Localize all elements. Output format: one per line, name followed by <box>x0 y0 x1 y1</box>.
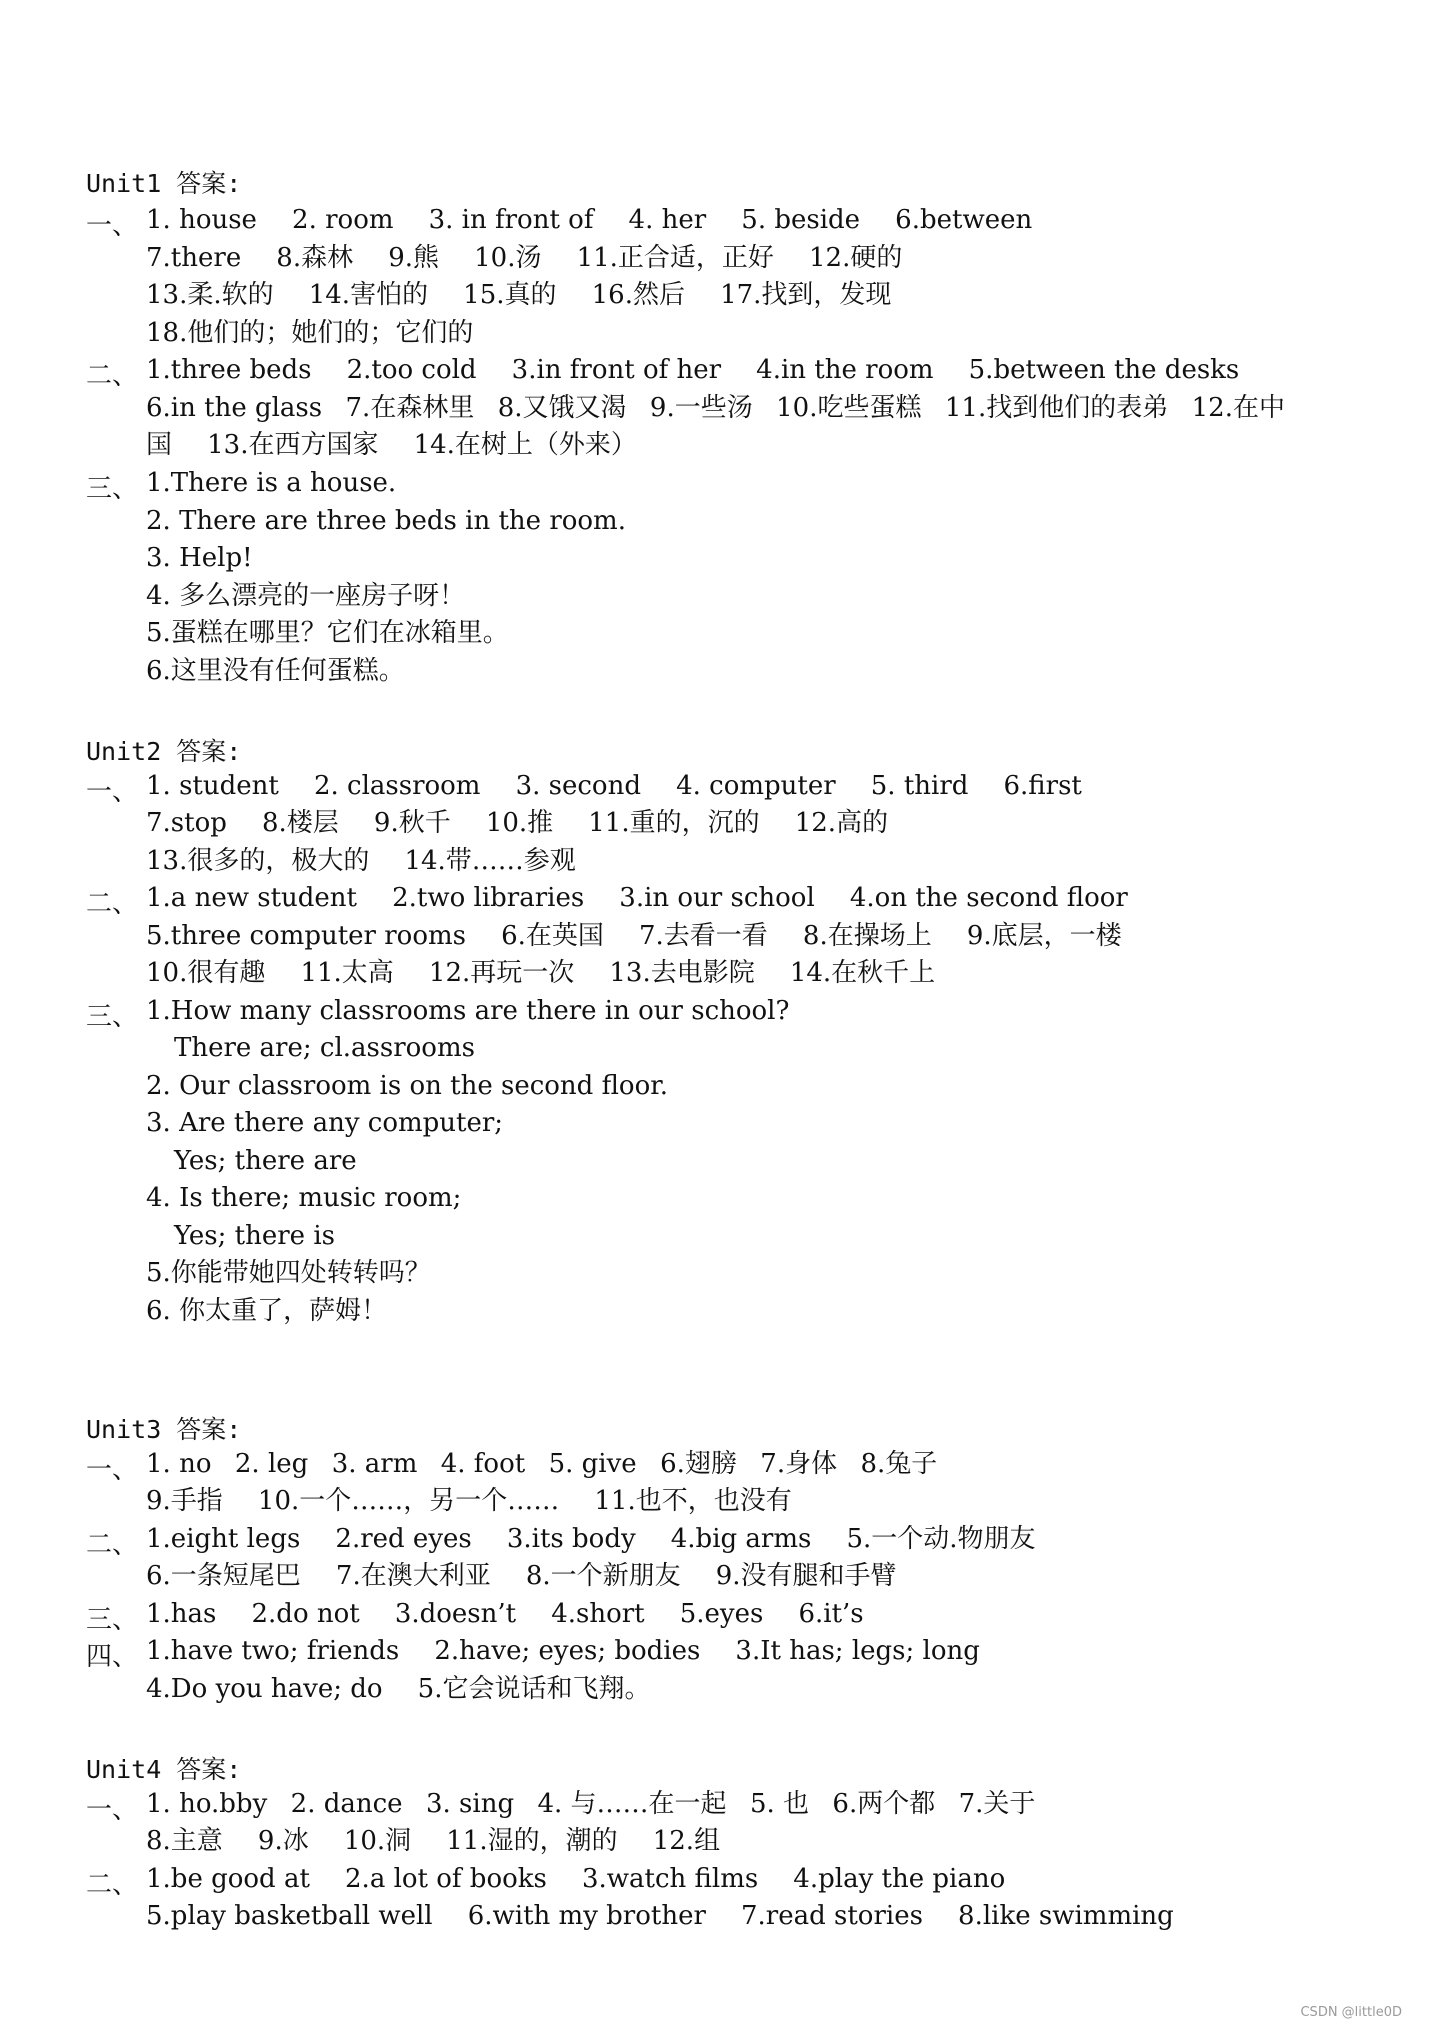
answer-item: 3. second <box>515 771 641 801</box>
answer-item: 6.翅膀 <box>660 1449 737 1479</box>
answer-item: 1. student <box>146 771 279 801</box>
unit4-title: Unit4 答案: <box>86 1755 242 1784</box>
unit2-section3-line6: 4. Is there; music room; <box>146 1183 462 1213</box>
answer-item: 8.森林 <box>276 243 354 273</box>
unit1-section3-line4: 4. 多么漂亮的一座房子呀！ <box>146 581 466 611</box>
answer-item: 2. dance <box>290 1789 403 1819</box>
unit1-section3-line5: 5.蛋糕在哪里？它们在冰箱里。 <box>146 618 509 648</box>
answer-item: 3.in front of her <box>511 355 722 385</box>
answer-item: 2.do not <box>251 1599 360 1629</box>
answer-item: 4.short <box>551 1599 645 1629</box>
answer-item: 3. in front of <box>428 205 594 235</box>
answer-item: 5.play basketball well <box>146 1901 433 1931</box>
unit3-section1-line1 <box>146 1449 961 1479</box>
unit2-section2-line2 <box>146 921 1122 951</box>
unit1-section1-marker: 一、 <box>86 211 139 241</box>
answer-item: 2.too cold <box>346 355 477 385</box>
unit3-section4-line1 <box>146 1636 980 1666</box>
answer-item: 国 <box>146 430 173 460</box>
answer-item: 7.there <box>146 243 242 273</box>
answer-item: 11.找到他们的表弟 <box>944 393 1169 423</box>
answer-item: 14.在秋千上 <box>789 958 936 988</box>
answer-item: 9.底层，一楼 <box>966 921 1122 951</box>
answer-item: 5.three computer rooms <box>146 921 466 951</box>
unit3-title: Unit3 答案: <box>86 1415 242 1444</box>
unit1-section1-line4 <box>146 318 473 348</box>
answer-item: 2.red eyes <box>335 1524 472 1554</box>
unit1-section2-line1 <box>146 355 1239 385</box>
unit1-section1-line3 <box>146 280 891 310</box>
answer-item: 7.身体 <box>760 1449 838 1479</box>
answer-item: 6.一条短尾巴 <box>146 1561 301 1591</box>
answer-item: 11.湿的，潮的 <box>446 1826 618 1856</box>
answer-item: 8.在操场上 <box>802 921 932 951</box>
answer-item: 3. sing <box>425 1789 515 1819</box>
answer-item: 7.在澳大利亚 <box>335 1561 491 1591</box>
answer-item: 8.一个新朋友 <box>525 1561 681 1591</box>
answer-item: 11.正合适，正好 <box>576 243 774 273</box>
answer-item: 1. ho.bby <box>146 1789 268 1819</box>
answer-item: 6.在英国 <box>501 921 604 951</box>
answer-item: 1.be good at <box>146 1864 310 1894</box>
answer-item: 6.first <box>1003 771 1082 801</box>
answer-item: 8.楼层 <box>262 808 339 838</box>
answer-item: 3.doesn’t <box>394 1599 517 1629</box>
answer-item: 14.在树上（外来） <box>413 430 637 460</box>
answer-item: 9.熊 <box>388 243 440 273</box>
answer-item: 6.in the glass <box>146 393 323 423</box>
answer-item: 7.关于 <box>958 1789 1036 1819</box>
answer-item: 1. house <box>146 205 257 235</box>
unit3-section1-line2 <box>146 1486 792 1516</box>
unit2-section3-line8: 5.你能带她四处转转吗？ <box>146 1258 431 1288</box>
answer-item: 5.between the desks <box>968 355 1240 385</box>
answer-item: 11.也不，也没有 <box>594 1486 792 1516</box>
answer-item: 14.害怕的 <box>308 280 429 310</box>
answer-item: 4. computer <box>676 771 836 801</box>
unit1-section1-line1 <box>146 205 1032 235</box>
answer-item: 10.很有趣 <box>146 958 266 988</box>
answer-item: 7.去看一看 <box>639 921 768 951</box>
answer-item: 10.洞 <box>343 1826 412 1856</box>
answer-item: 1.has <box>146 1599 217 1629</box>
unit2-section2-marker: 二、 <box>86 889 139 919</box>
answer-item: 1.have two; friends <box>146 1636 400 1666</box>
answer-item: 10.吃些蛋糕 <box>776 393 922 423</box>
answer-item: 13.很多的，极大的 <box>146 846 370 876</box>
answer-item: 5.一个动.物朋友 <box>846 1524 1036 1554</box>
answer-item: 2. classroom <box>313 771 481 801</box>
answer-item: 10.推 <box>485 808 554 838</box>
unit2-section2-line3 <box>146 958 935 988</box>
unit1-section2-line2 <box>146 393 1308 423</box>
unit1-section3-line1: 1.There is a house. <box>146 468 397 498</box>
answer-item: 3.its body <box>506 1524 636 1554</box>
unit3-section3-marker: 三、 <box>86 1605 139 1635</box>
unit3-section1-marker: 一、 <box>86 1455 139 1485</box>
answer-item: 6.between <box>895 205 1033 235</box>
unit4-section1-marker: 一、 <box>86 1795 139 1825</box>
unit3-section2-line1 <box>146 1524 1036 1554</box>
answer-item: 4.play the piano <box>793 1864 1006 1894</box>
answer-item: 8.又饿又渴 <box>497 393 627 423</box>
answer-item: 2. leg <box>234 1449 309 1479</box>
answer-item: 6.两个都 <box>832 1789 936 1819</box>
answer-item: 16.然后 <box>591 280 685 310</box>
unit2-section3-line3: 2. Our classroom is on the second floor. <box>146 1071 669 1101</box>
answer-item: 12.组 <box>652 1826 721 1856</box>
answer-item: 4. foot <box>440 1449 526 1479</box>
answer-item: 2.a lot of books <box>345 1864 547 1894</box>
answer-item: 4.big arms <box>670 1524 812 1554</box>
unit2-section1-line2 <box>146 808 888 838</box>
unit4-section2-marker: 二、 <box>86 1870 139 1900</box>
answer-item: 1.a new student <box>146 883 357 913</box>
unit2-title: Unit2 答案: <box>86 737 242 766</box>
answer-item: 4. 与……在一起 <box>537 1789 727 1819</box>
answer-item: 6.with my brother <box>467 1901 706 1931</box>
answer-item: 9.手指 <box>146 1486 223 1516</box>
unit2-section3-marker: 三、 <box>86 1002 139 1032</box>
answer-item: 11.太高 <box>300 958 394 988</box>
answer-item: 2.have; eyes; bodies <box>434 1636 701 1666</box>
unit2-section3-line2: There are; cl.assrooms <box>174 1033 475 1063</box>
unit4-section1-line2 <box>146 1826 720 1856</box>
unit2-section1-line3 <box>146 846 576 876</box>
answer-item: 2.two libraries <box>392 883 585 913</box>
answer-item: 10.一个……，另一个…… <box>257 1486 560 1516</box>
answer-item: 14.带……参观 <box>404 846 576 876</box>
unit3-section3-line1 <box>146 1599 864 1629</box>
answer-item: 2. room <box>292 205 394 235</box>
answer-item: 12.再玩一次 <box>428 958 575 988</box>
answer-item: 9.一些汤 <box>649 393 753 423</box>
unit2-section3-line1: 1.How many classrooms are there in our school? <box>146 996 790 1026</box>
unit2-section1-line1 <box>146 771 1082 801</box>
answer-item: 7.在森林里 <box>345 393 475 423</box>
unit2-section2-line1 <box>146 883 1128 913</box>
answer-item: 15.真的 <box>463 280 557 310</box>
unit4-section2-line2 <box>146 1901 1174 1931</box>
answer-item: 12.硬的 <box>809 243 903 273</box>
answer-item: 3.watch films <box>581 1864 759 1894</box>
answer-item: 13.去电影院 <box>609 958 755 988</box>
answer-item: 6.it’s <box>798 1599 864 1629</box>
answer-item: 12.在中 <box>1191 393 1285 423</box>
answer-item: 5. 也 <box>749 1789 810 1819</box>
answer-item: 5.eyes <box>679 1599 764 1629</box>
answer-item: 8.主意 <box>146 1826 223 1856</box>
answer-item: 4.Do you have; do <box>146 1674 383 1704</box>
unit1-title: Unit1 答案: <box>86 169 242 198</box>
answer-item: 12.高的 <box>794 808 889 838</box>
answer-item: 13.柔.软的 <box>146 280 274 310</box>
unit2-section3-line4: 3. Are there any computer; <box>146 1108 504 1138</box>
answer-item: 1.three beds <box>146 355 312 385</box>
answer-item: 7.stop <box>146 808 227 838</box>
unit3-section2-marker: 二、 <box>86 1530 139 1560</box>
unit1-section3-line6: 6.这里没有任何蛋糕。 <box>146 656 405 686</box>
unit3-section4-line2 <box>146 1674 650 1704</box>
unit2-section1-marker: 一、 <box>86 777 139 807</box>
answer-item: 7.read stories <box>740 1901 923 1931</box>
answer-item: 13.在西方国家 <box>207 430 379 460</box>
answer-item: 4.on the second floor <box>849 883 1128 913</box>
answer-item: 5.它会说话和飞翔。 <box>417 1674 651 1704</box>
answer-item: 3. arm <box>331 1449 418 1479</box>
answer-item: 9.秋千 <box>373 808 451 838</box>
answer-item: 17.找到，发现 <box>720 280 892 310</box>
unit1-section3-marker: 三、 <box>86 474 139 504</box>
answer-item: 9.没有腿和手臂 <box>715 1561 897 1591</box>
answer-item: 18.他们的；她们的；它们的 <box>146 318 474 348</box>
answer-item: 3.in our school <box>619 883 815 913</box>
answer-item: 4.in the room <box>756 355 934 385</box>
unit1-section3-line2: 2. There are three beds in the room. <box>146 506 626 536</box>
answer-item: 11.重的，沉的 <box>588 808 760 838</box>
answer-item: 5. beside <box>741 205 861 235</box>
watermark-text: CSDN @little0D <box>1300 2005 1402 2020</box>
answer-item: 1.eight legs <box>146 1524 301 1554</box>
unit1-section2-line3 <box>146 430 637 460</box>
unit1-section1-line2 <box>146 243 902 273</box>
unit1-section2-marker: 二、 <box>86 361 139 391</box>
unit3-section2-line2 <box>146 1561 897 1591</box>
unit1-section3-line3: 3. Help! <box>146 543 253 573</box>
answer-item: 3.It has; legs; long <box>735 1636 980 1666</box>
unit2-section3-line7: Yes; there is <box>174 1221 335 1251</box>
unit4-section2-line1 <box>146 1864 1005 1894</box>
answer-item: 8.like swimming <box>958 1901 1174 1931</box>
unit3-section4-marker: 四、 <box>86 1642 139 1672</box>
unit2-section3-line9: 6. 你太重了，萨姆！ <box>146 1296 388 1326</box>
answer-item: 10.汤 <box>474 243 542 273</box>
answer-item: 8.兔子 <box>860 1449 938 1479</box>
answer-item: 5. third <box>870 771 969 801</box>
answer-item: 4. her <box>628 205 707 235</box>
unit2-section3-line5: Yes; there are <box>174 1146 357 1176</box>
unit4-section1-line1 <box>146 1789 1059 1819</box>
answer-item: 1. no <box>146 1449 212 1479</box>
answer-item: 5. give <box>548 1449 637 1479</box>
answer-item: 9.冰 <box>257 1826 309 1856</box>
